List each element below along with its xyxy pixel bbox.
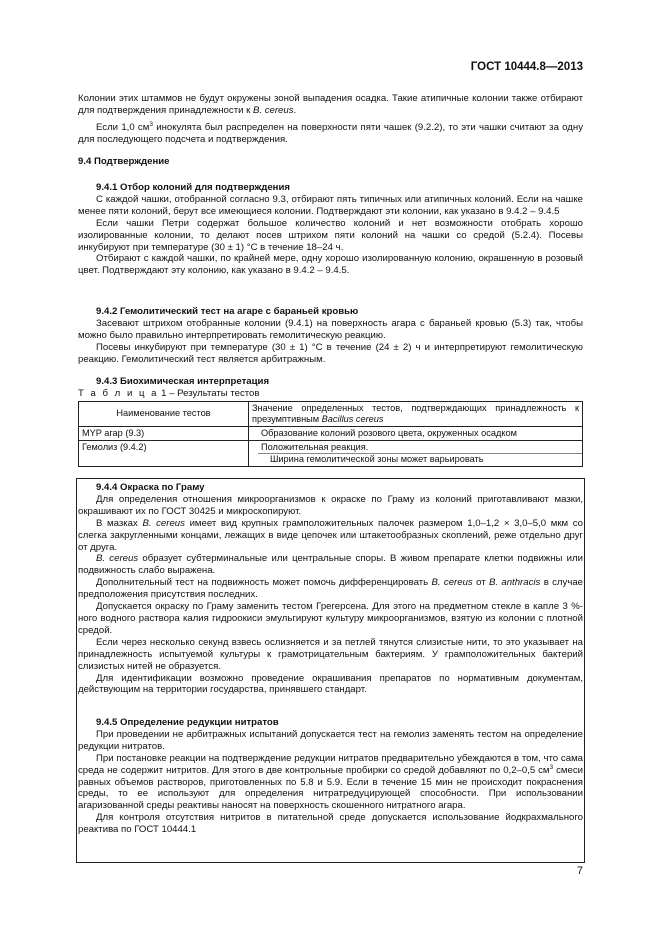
section-9-4-3 <box>78 376 583 467</box>
table-cell-value: Положительная реакция. Ширина гемолитической зоны может варьировать <box>249 440 583 466</box>
paragraph-9-4-5-b: При постановке реакции на подтверждение редукции нитратов предварительно убеждаются в том, что сама среда не содержит нитритов. Для этого в две контрольные пробирки со средой добавляют по 0,2–0,5 $см^3$ смеси равных объемов растворов, приготовленных по 5.8 и 5.9. Если в течение 15 мин не происходит покраснения среды, то ее используют для определения нитратредуцирующей способности. При использовании агаризованной среды реактивы наносят на поверхность скошенного нитратного агара. <box>78 752 583 812</box>
section-title-9-4-4: 9.4.4 Окраска по Граму <box>96 482 205 493</box>
paragraph-9-4-4-g: Для идентификации возможно проведение окрашивания препаратов по нормативным документам, действующим на территории государства, принявшего стандарт. <box>78 672 583 696</box>
paragraph-9-4-1-b: Если чашки Петри содержат большое количество колоний и нет возможности отобрать хорошо изолированные колонии, то делают посев штрихом пяти колоний на чашки со средой (5.2.4). Посевы инкубируют при температуре (30 ± 1) °С в течение 18–24 ч. <box>78 217 583 253</box>
intro-section <box>78 93 583 146</box>
section-title-9-4: 9.4 Подтверждение <box>78 156 170 167</box>
section-title-9-4-1: 9.4.1 Отбор колоний для подтверждения <box>96 182 290 193</box>
paragraph-9-4-1-c: Отбирают с каждой чашки, по крайней мере, одну хорошо изолированную колонию, окрашенную в розовый цвет. Подтверждают эту колонию, как указано в 9.4.2 – 9.4.5. <box>78 253 583 277</box>
paragraph-9-4-2-a: Засевают штрихом отобранные колонии (9.4.1) на поверхность агара с бараньей кровью (5.3) так, чтобы можно было правильно интерпретировать гемолитическую реакцию. <box>78 317 583 341</box>
paragraph-9-4-4-b: В мазках B. cereus имеет вид крупных грамположительных палочек размером 1,0–1,2 × 3,0–5,0 мкм со слегка закругленными концами, лежащих в виде цепочек или штакетообразных скоплений, реже отдельно друг от друга. <box>78 517 584 553</box>
paragraph-9-4-1-a: С каждой чашки, отобранной согласно 9.3, отбирают пять типичных или атипичных колоний. Если на чашке менее пяти колоний, берут все имеющиеся колонии. Подтверждают эти колонии, как указано в 9.4.2 – 9.4.5 <box>78 193 583 217</box>
table-cell-test: Гемолиз (9.4.2) <box>79 440 249 466</box>
paragraph-9-4-4-d: Дополнительный тест на подвижность может помочь дифференцировать B. cereus от B. anthracis в случае предположения присутствия последних. <box>78 577 583 601</box>
table-row <box>79 440 583 466</box>
page-number: 7 <box>576 865 583 877</box>
table-cell-test: MYP агар (9.3) <box>79 426 249 440</box>
intro-paragraph-2: Если 1,0 $см^3$ инокулята был распределен на поверхности пяти чашек (9.2.2), то эти чашки считают за одну для последующего подсчета и подтверждения. <box>78 120 583 145</box>
section-9-4-1 <box>78 182 583 277</box>
paragraph-9-4-5-a: При проведении не арбитражных испытаний допускается тест на гемолиз заменять тестом на определение редукции нитратов. <box>78 728 583 752</box>
section-title-9-4-2: 9.4.2 Гемолитический тест на агаре с бараньей кровью <box>96 306 359 317</box>
table-caption: Т а б л и ц а 1 – Результаты тестов <box>78 387 260 399</box>
paragraph-9-4-4-e: Допускается окраску по Граму заменить тестом Грегерсена. Для этого на предметном стекле в капле 3 %-ного водного раствора калия гидроокиси эмульгируют культуру микроорганизмов, взятую из колонии с плотной средой. <box>78 601 583 636</box>
table-header-tests: Наименование тестов <box>79 401 249 426</box>
intro-paragraph-1: Колонии этих штаммов не будут окружены зоной выпадения осадка. Такие атипичные колонии также отбирают для подтверждения принадлежности к B. cereus. <box>78 93 583 116</box>
section-9-4-4 <box>78 482 583 696</box>
paragraph-9-4-4-c: B. cereus образует субтерминальные или центральные споры. В живом препарате клетки подвижны или подвижность слабо выражена. <box>78 553 583 577</box>
table-cell-value: Образование колоний розового цвета, окруженных осадком <box>249 426 583 440</box>
section-title-9-4-3: 9.4.3 Биохимическая интерпретация <box>96 376 270 387</box>
section-9-4-5 <box>78 717 583 836</box>
standard-header: ГОСТ 10444.8—2013 <box>470 61 583 73</box>
table-row <box>79 426 583 440</box>
table-header-row <box>79 401 583 426</box>
paragraph-9-4-4-a: Для определения отношения микроорганизмов к окраске по Граму из колоний приготавливают мазки, окрашивают их по ГОСТ 30425 и микроскопируют. <box>78 493 583 517</box>
paragraph-9-4-5-c: Для контроля отсутствия нитритов в питательной среде допускается использование йодкрахмального реактива по ГОСТ 10444.1 <box>78 812 583 836</box>
section-9-4-2 <box>78 306 583 366</box>
table-header-values: Значение определенных тестов, подтверждающих принадлежность к презумптивным Bacillus cereus <box>249 401 583 426</box>
paragraph-9-4-4-f: Если через несколько секунд взвесь ослизняется и за петлей тянутся слизистые нити, то это указывает на принадлежность испытуемой культуры к грамотрицательным бактериям. У грамположительных бактерий слизистых нитей не образуется. <box>78 636 583 672</box>
section-title-9-4-5: 9.4.5 Определение редукции нитратов <box>96 717 279 728</box>
paragraph-9-4-2-b: Посевы инкубируют при температуре (30 ± 1) °С в течение (24 ± 2) ч и интерпретируют гемолитическую реакцию. Гемолитический тест является арбитражным. <box>78 341 583 365</box>
results-table <box>78 401 583 467</box>
